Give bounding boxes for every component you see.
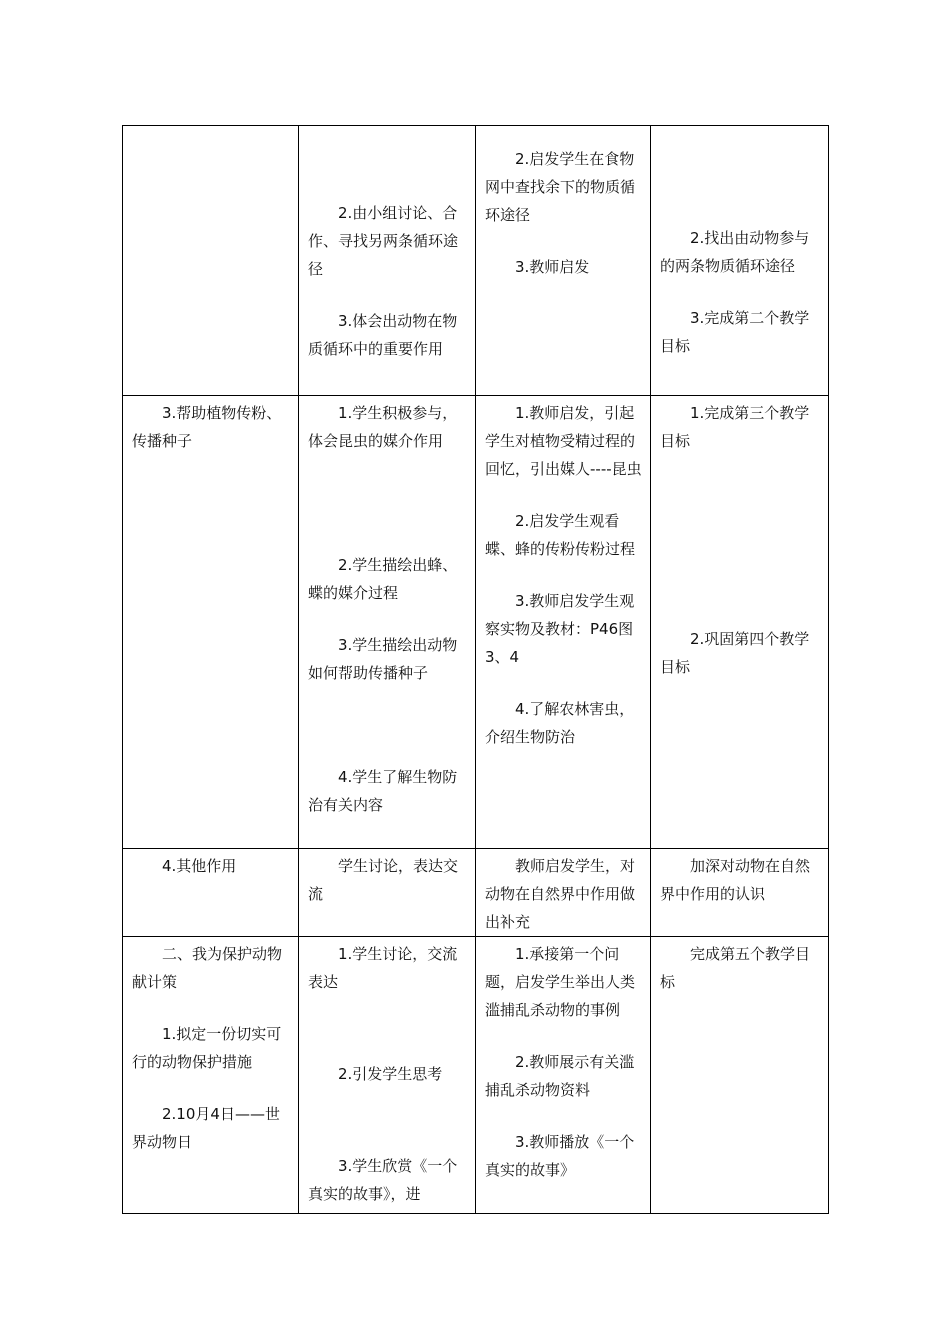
goal-cell: [651, 937, 829, 1214]
content-cell: [123, 396, 299, 849]
cell-paragraph: 3.教师启发学生观察实物及教材：P46图3、4: [485, 592, 635, 666]
cell-paragraph: 1.完成第三个教学目标: [660, 404, 810, 450]
cell-paragraph: 3.体会出动物在物质循环中的重要作用: [308, 312, 458, 358]
cell-paragraph: 3.学生描绘出动物如何帮助传播种子: [308, 636, 458, 682]
lesson-plan-table: [122, 125, 829, 1214]
student-activity-cell: [299, 126, 476, 396]
cell-paragraph: 4.了解农林害虫，介绍生物防治: [485, 700, 635, 746]
cell-paragraph: 完成第五个教学目标: [660, 945, 811, 991]
cell-paragraph: 2.学生描绘出蜂、蝶的媒介过程: [308, 556, 458, 602]
cell-paragraph: 学生讨论，表达交流: [308, 857, 459, 903]
table-row: [123, 126, 829, 396]
table-row: [123, 396, 829, 849]
cell-paragraph: 1.教师启发，引起学生对植物受精过程的回忆，引出媒人----昆虫: [485, 404, 642, 478]
goal-cell: [651, 126, 829, 396]
cell-paragraph: 3.学生欣赏《一个真实的故事》，进: [308, 1157, 458, 1203]
cell-paragraph: 2.巩固第四个教学目标: [660, 630, 810, 676]
cell-paragraph: 2.引发学生思考: [338, 1065, 443, 1083]
cell-paragraph: 二、我为保护动物献计策: [132, 945, 283, 991]
content-cell: [123, 937, 299, 1214]
cell-paragraph: 1.学生积极参与，体会昆虫的媒介作用: [308, 404, 458, 450]
cell-paragraph: 加深对动物在自然界中作用的认识: [660, 857, 811, 903]
goal-cell: [651, 849, 829, 937]
cell-paragraph: 3.帮助植物传粉、传播种子: [132, 404, 282, 450]
cell-paragraph: 1.学生讨论，交流表达: [308, 945, 458, 991]
cell-paragraph: 2.由小组讨论、合作、寻找另两条循环途径: [308, 204, 459, 278]
teacher-activity-cell: [476, 126, 651, 396]
goal-cell: [651, 396, 829, 849]
cell-paragraph: 3.教师播放《一个真实的故事》: [485, 1133, 635, 1179]
table-row: [123, 937, 829, 1214]
cell-paragraph: 4.其他作用: [162, 857, 237, 875]
cell-paragraph: 4.学生了解生物防治有关内容: [308, 768, 458, 814]
table-row: [123, 849, 829, 937]
student-activity-cell: [299, 937, 476, 1214]
content-cell: [123, 126, 299, 396]
cell-paragraph: 3.教师启发: [515, 258, 590, 276]
cell-paragraph: 教师启发学生，对动物在自然界中作用做出补充: [485, 857, 636, 931]
cell-paragraph: 1.拟定一份切实可行的动物保护措施: [132, 1025, 282, 1071]
content-cell: [123, 849, 299, 937]
cell-paragraph: 2.找出由动物参与的两条物质循环途径: [660, 229, 810, 275]
cell-paragraph: 2.启发学生在食物网中查找余下的物质循环途径: [485, 150, 636, 224]
cell-paragraph: 2.启发学生观看蝶、蜂的传粉传粉过程: [485, 512, 636, 558]
student-activity-cell: [299, 396, 476, 849]
student-activity-cell: [299, 849, 476, 937]
cell-paragraph: 1.承接第一个问题，启发学生举出人类滥捕乱杀动物的事例: [485, 945, 636, 1019]
cell-paragraph: 2.教师展示有关滥捕乱杀动物资料: [485, 1053, 635, 1099]
teacher-activity-cell: [476, 849, 651, 937]
cell-paragraph: 2.10月4日——世界动物日: [132, 1105, 280, 1151]
teacher-activity-cell: [476, 937, 651, 1214]
teacher-activity-cell: [476, 396, 651, 849]
cell-paragraph: 3.完成第二个教学目标: [660, 309, 810, 355]
